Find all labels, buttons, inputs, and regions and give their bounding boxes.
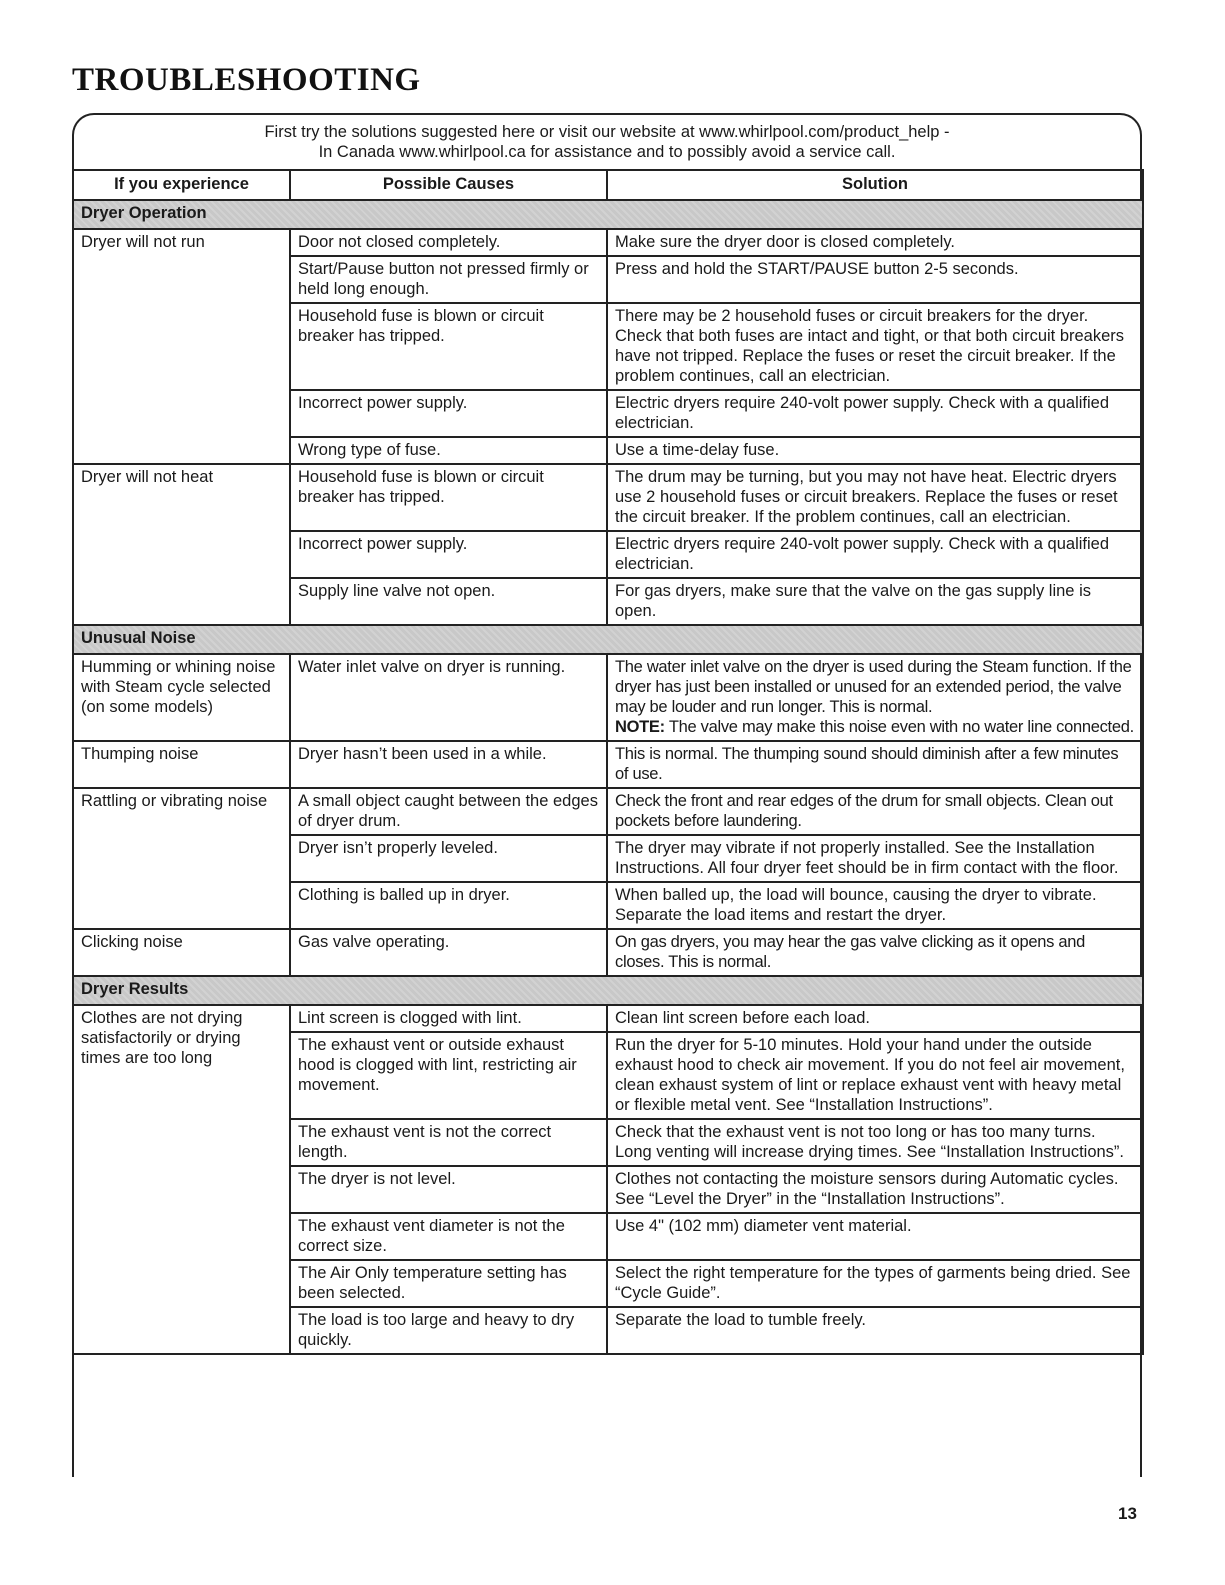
solution-cell: [607, 654, 1143, 741]
section-row: [73, 200, 1143, 229]
symptom-cell: Clicking noise: [73, 929, 290, 976]
table-row: [73, 1005, 1143, 1032]
header-causes: Possible Causes: [290, 170, 607, 200]
cause-cell: Gas valve operating.: [290, 929, 607, 976]
cause-cell: Clothing is balled up in dryer.: [290, 882, 607, 929]
table-row: [73, 741, 1143, 788]
solution-cell: Select the right temperature for the types of garments being dried. See “Cycle Guide”.: [607, 1260, 1143, 1307]
table-row: [73, 654, 1143, 741]
solution-cell: The drum may be turning, but you may not have heat. Electric dryers use 2 household fuses or circuit breakers. Replace the fuses or reset the circuit breaker. If the problem continues, call an electrician.: [607, 464, 1143, 531]
table-row: [73, 229, 1143, 256]
symptom-cell: Dryer will not heat: [73, 464, 290, 625]
troubleshooting-table: [72, 169, 1144, 1355]
cause-cell: Household fuse is blown or circuit breaker has tripped.: [290, 303, 607, 390]
symptom-cell: Rattling or vibrating noise: [73, 788, 290, 929]
solution-cell: Electric dryers require 240-volt power supply. Check with a qualified electrician.: [607, 531, 1143, 578]
header-experience: If you experience: [73, 170, 290, 200]
solution-cell: Check that the exhaust vent is not too long or has too many turns. Long venting will increase drying times. See “Installation Instructions”.: [607, 1119, 1143, 1166]
cause-cell: The Air Only temperature setting has been selected.: [290, 1260, 607, 1307]
intro-text: [72, 122, 1142, 162]
cause-cell: Start/Pause button not pressed firmly or held long enough.: [290, 256, 607, 303]
solution-cell: Clothes not contacting the moisture sensors during Automatic cycles. See “Level the Dryer” in the “Installation Instructions”.: [607, 1166, 1143, 1213]
header-solution: Solution: [607, 170, 1143, 200]
intro-line-1: First try the solutions suggested here or visit our website at www.whirlpool.com/product_help -: [264, 123, 950, 141]
solution-cell: Press and hold the START/PAUSE button 2-5 seconds.: [607, 256, 1143, 303]
cause-cell: The dryer is not level.: [290, 1166, 607, 1213]
cause-cell: Door not closed completely.: [290, 229, 607, 256]
cause-cell: The exhaust vent diameter is not the correct size.: [290, 1213, 607, 1260]
solution-cell: This is normal. The thumping sound should diminish after a few minutes of use.: [607, 741, 1143, 788]
cause-cell: The exhaust vent or outside exhaust hood is clogged with lint, restricting air movement.: [290, 1032, 607, 1119]
note-text: The valve may make this noise even with no water line connected.: [664, 718, 1134, 736]
table-row: [73, 788, 1143, 835]
cause-cell: The exhaust vent is not the correct length.: [290, 1119, 607, 1166]
section-row: [73, 625, 1143, 654]
page-title: TROUBLESHOOTING: [72, 62, 421, 98]
table-row: [73, 929, 1143, 976]
solution-cell: Clean lint screen before each load.: [607, 1005, 1143, 1032]
page-number: 13: [1118, 1504, 1137, 1523]
cause-cell: Incorrect power supply.: [290, 531, 607, 578]
solution-cell: Separate the load to tumble freely.: [607, 1307, 1143, 1354]
cause-cell: Lint screen is clogged with lint.: [290, 1005, 607, 1032]
solution-cell: There may be 2 household fuses or circuit breakers for the dryer. Check that both fuses are intact and tight, or that both circuit breakers have not tripped. Replace the fuses or reset the circuit breaker. If the problem continues, call an electrician.: [607, 303, 1143, 390]
solution-text: The water inlet valve on the dryer is used during the Steam function. If the dryer has just been installed or unused for an extended period, the valve may be louder and run longer. This is normal.: [615, 658, 1132, 716]
solution-cell: For gas dryers, make sure that the valve on the gas supply line is open.: [607, 578, 1143, 625]
cause-cell: Incorrect power supply.: [290, 390, 607, 437]
solution-cell: Check the front and rear edges of the drum for small objects. Clean out pockets before laundering.: [607, 788, 1143, 835]
table-row: [73, 464, 1143, 531]
symptom-cell: Clothes are not drying satisfactorily or drying times are too long: [73, 1005, 290, 1354]
note-label: NOTE:: [615, 718, 665, 736]
section-dryer-operation: Dryer Operation: [73, 200, 1143, 229]
cause-cell: Supply line valve not open.: [290, 578, 607, 625]
cause-cell: The load is too large and heavy to dry quickly.: [290, 1307, 607, 1354]
table-header-row: [73, 170, 1143, 200]
section-row: [73, 976, 1143, 1005]
solution-cell: Make sure the dryer door is closed completely.: [607, 229, 1143, 256]
cause-cell: Household fuse is blown or circuit breaker has tripped.: [290, 464, 607, 531]
cause-cell: A small object caught between the edges of dryer drum.: [290, 788, 607, 835]
symptom-cell: Humming or whining noise with Steam cycle selected (on some models): [73, 654, 290, 741]
solution-cell: Electric dryers require 240-volt power supply. Check with a qualified electrician.: [607, 390, 1143, 437]
symptom-cell: Dryer will not run: [73, 229, 290, 464]
solution-cell: Use a time-delay fuse.: [607, 437, 1143, 464]
solution-cell: The dryer may vibrate if not properly installed. See the Installation Instructions. All four dryer feet should be in firm contact with the floor.: [607, 835, 1143, 882]
cause-cell: Dryer isn’t properly leveled.: [290, 835, 607, 882]
section-dryer-results: Dryer Results: [73, 976, 1143, 1005]
intro-line-2: In Canada www.whirlpool.ca for assistance and to possibly avoid a service call.: [318, 143, 896, 161]
cause-cell: Dryer hasn’t been used in a while.: [290, 741, 607, 788]
symptom-cell: Thumping noise: [73, 741, 290, 788]
solution-cell: When balled up, the load will bounce, causing the dryer to vibrate. Separate the load items and restart the dryer.: [607, 882, 1143, 929]
solution-cell: Use 4" (102 mm) diameter vent material.: [607, 1213, 1143, 1260]
solution-cell: On gas dryers, you may hear the gas valve clicking as it opens and closes. This is normal.: [607, 929, 1143, 976]
solution-cell: Run the dryer for 5-10 minutes. Hold your hand under the outside exhaust hood to check air movement. If you do not feel air movement, clean exhaust system of lint or replace exhaust vent with heavy metal or flexible metal vent. See “Installation Instructions”.: [607, 1032, 1143, 1119]
cause-cell: Water inlet valve on dryer is running.: [290, 654, 607, 741]
cause-cell: Wrong type of fuse.: [290, 437, 607, 464]
section-unusual-noise: Unusual Noise: [73, 625, 1143, 654]
